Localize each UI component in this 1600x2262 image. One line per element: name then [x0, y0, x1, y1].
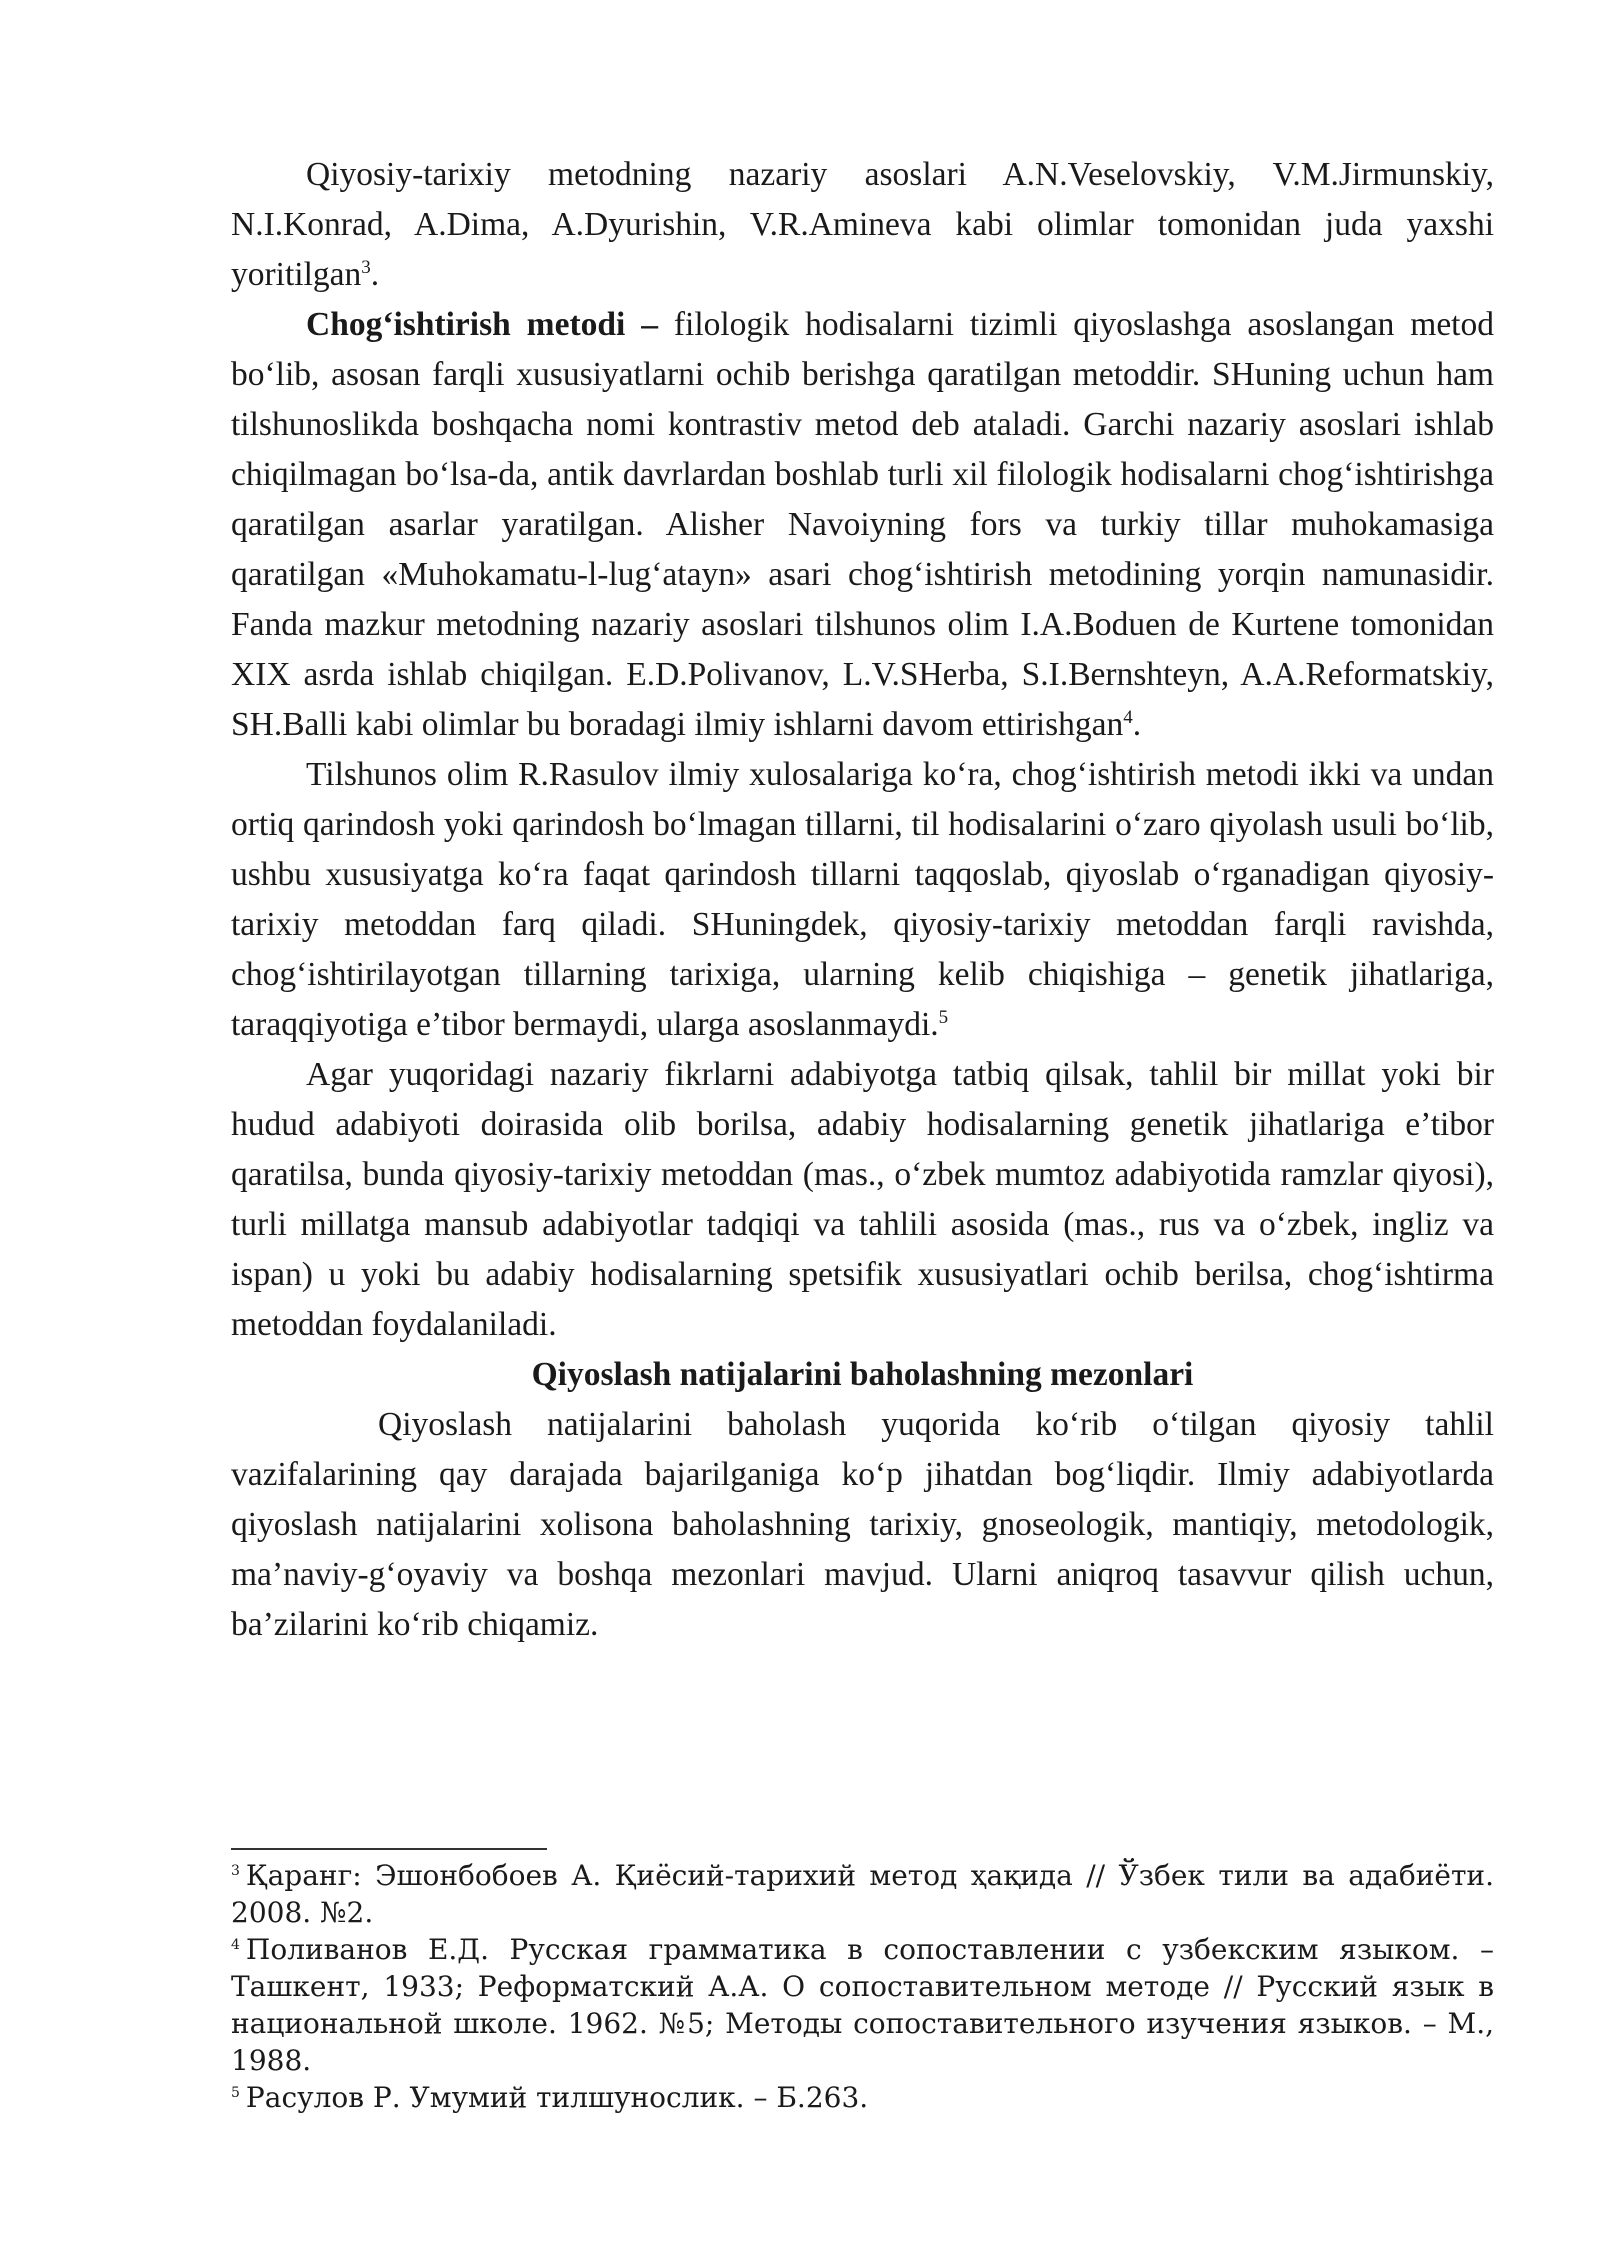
paragraph-5-text: Qiyoslash natijalarini baholash yuqorida ko‘rib o‘tilgan qiyosiy tahlil vazifalarining qay darajada bajarilganiga ko‘p jihatdan bog‘liqdir. Ilmiy adabiyotlarda qiyoslash natijalarini xolisona baholashning tarixiy, gnoseologik, mantiqiy, metodologik, ma’naviy-g‘oyaviy va boshqa mezonlari mavjud. Ularni aniqroq tasavvur qilish uchun, ba’zilarini ko‘rib chiqamiz.: [231, 1406, 1494, 1643]
footnote-number: 4: [231, 1936, 240, 1953]
footnote-number: 5: [231, 2084, 240, 2101]
section-heading: Qiyoslash natijalarini baholashning mezonlari: [531, 1356, 1194, 1393]
footnote-text: Қаранг: Эшонбобоев А. Қиёсий-тарихий метод ҳақида // Ўзбек тили ва адабиёти. 2008. №2.: [231, 1859, 1494, 1929]
paragraph-2: [231, 300, 1494, 750]
paragraph-1-text: Qiyosiy-tarixiy metodning nazariy asoslari A.N.Veselovskiy, V.M.Jirmunskiy, N.I.Konrad, A.Dima, A.Dyurishin, V.R.Amineva kabi olimlar tomonidan juda yaxshi yoritilgan: [231, 156, 1494, 293]
footnote-text: Расулов Р. Умумий тилшунослик. – Б.263.: [245, 2081, 869, 2114]
footnote-ref-4: 4: [1123, 706, 1133, 728]
footnotes: [231, 1857, 1494, 2116]
footnote-4: [231, 1931, 1494, 2079]
footnote-ref-3: 3: [361, 256, 371, 278]
footnote-5: [231, 2079, 1494, 2116]
footnote-separator: [231, 1848, 547, 1850]
paragraph-4-text: Agar yuqoridagi nazariy fikrlarni adabiyotga tatbiq qilsak, tahlil bir millat yoki bir hudud adabiyoti doirasida olib borilsa, adabiy hodisalarning genetik jihatlariga e’tibor qaratilsa, bunda qiyosiy-tarixiy metoddan (mas., o‘zbek mumtoz adabiyotida ramzlar qiyosi), turli millatga mansub adabiyotlar tadqiqi va tahlili asosida (mas., rus va o‘zbek, ingliz va ispan) u yoki bu adabiy hodisalarning spetsifik xususiyatlari ochib berilsa, chog‘ishtirma metoddan foydalaniladi.: [231, 1056, 1494, 1343]
paragraph-3: [231, 750, 1494, 1050]
footnote-3: [231, 1857, 1494, 1931]
paragraph-1-tail: .: [370, 256, 380, 293]
paragraph-4: [231, 1050, 1494, 1350]
paragraph-5: [231, 1400, 1494, 1650]
paragraph-2-text: filologik hodisalarni tizimli qiyoslashga asoslangan metod bo‘lib, asosan farqli xususiyatlarni ochib berishga qaratilgan metoddir. SHuning uchun ham tilshunoslikda boshqacha nomi kontrastiv metod deb ataladi. Garchi nazariy asoslari ishlab chiqilmagan bo‘lsa-da, antik davrlardan boshlab turli xil filologik hodisalarni chog‘ishtirishga qaratilgan asarlar yaratilgan. Alisher Navoiyning fors va turkiy tillar muhokamasiga qaratilgan «Muhokamatu-l-lug‘atayn» asari chog‘ishtirish metodining yorqin namunasidir. Fanda mazkur metodning nazariy asoslari tilshunos olim I.A.Boduen de Kurtene tomonidan XIX asrda ishlab chiqilgan. E.D.Polivanov, L.V.SHerba, S.I.Bernshteyn, A.A.Reformatskiy, SH.Balli kabi olimlar bu boradagi ilmiy ishlarni davom ettirishgan: [231, 306, 1494, 743]
paragraph-3-text: Tilshunos olim R.Rasulov ilmiy xulosalariga ko‘ra, chog‘ishtirish metodi ikki va undan ortiq qarindosh yoki qarindosh bo‘lmagan tillarni, til hodisalarini o‘zaro qiyolash usuli bo‘lib, ushbu xususiyatga ko‘ra faqat qarindosh tillarni taqqoslab, qiyoslab o‘rganadigan qiyosiy-tarixiy metoddan farq qiladi. SHuningdek, qiyosiy-tarixiy metoddan farqli ravishda, chog‘ishtirilayotgan tillarning tarixiga, ularning kelib chiqishiga – genetik jihatlariga, taraqqiyotiga e’tibor bermaydi, ularga asoslanmaydi.: [231, 756, 1494, 1043]
main-text: [231, 150, 1494, 1650]
paragraph-2-tail: .: [1132, 706, 1142, 743]
paragraph-1: [231, 150, 1494, 300]
footnote-text: Поливанов Е.Д. Русская грамматика в сопоставлении с узбекским языком. – Ташкент, 1933; Реформатский А.А. О сопоставительном методе // Русский язык в национальной школе. 1962. №5; Методы сопоставительного изучения языков. – М., 1988.: [231, 1933, 1494, 2077]
term-chogishtirish-metodi: Chog‘ishtirish metodi –: [306, 306, 658, 343]
footnote-number: 3: [231, 1862, 240, 1879]
footnote-ref-5: 5: [938, 1006, 949, 1028]
